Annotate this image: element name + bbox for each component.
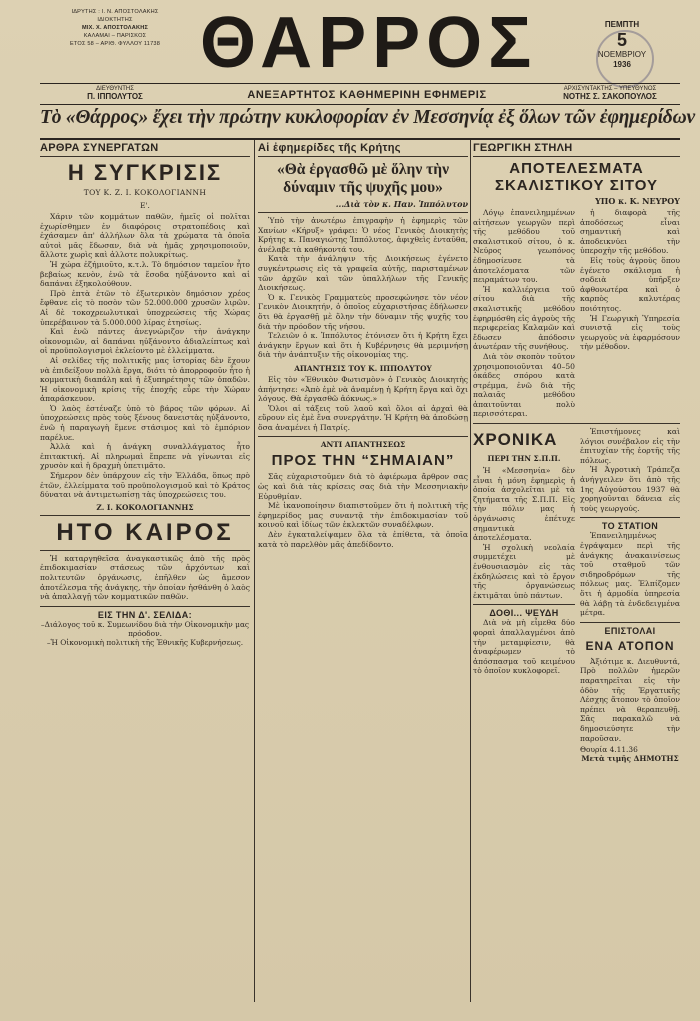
- article-paragraph: Ἡ «Μεσσηνία» δὲν εἶναι ἡ μόνη ἐφημερὶς ἡ ὁποία ἀσχολεῖται μὲ τὰ ζητήματα τῆς Σ.Π.Π. Εἰς τὴν πόλιν μας ἡ ὀργάνωσις ἐπέτυχε σημαντικὰ ἀποτελέσματα.: [473, 466, 575, 543]
- column-articles: [40, 142, 250, 1002]
- quote-headline: «Θὰ ἐργασθῶ μὲ ὅλην τὴν δύναμιν τῆς ψυχῆς μου»: [277, 161, 449, 196]
- article-part-marker: Ε'.: [140, 201, 150, 210]
- article-paragraph: ἡ διαφορὰ τῆς ἀποδόσεως εἶναι σημαντική καὶ ἀποδεικνύει τὴν ὑπεροχὴν τῆς μεθόδου.: [580, 208, 680, 256]
- date-block: [572, 20, 672, 82]
- sub-section-label: ΑΝΤΙ ΑΠΑΝΤΗΣΕΩΣ: [320, 440, 406, 450]
- article-paragraph: Δὲν ἐγκαταλείψαμεν ὅλα τὰ ἐπίθετα, τὰ ὁποῖα κατὰ τὸ παρελθὸν μᾶς ἀπεδίδοντο.: [258, 530, 468, 549]
- banner-rule: [40, 138, 680, 140]
- publisher-line: ΙΔΡΥΤΗΣ : Ι. Ν. ΑΠΟΣΤΟΛΑΚΗΣ: [71, 9, 159, 15]
- article-paragraph: Ἡ Ἀγροτικὴ Τράπεζα ἀνήγγειλεν ὅτι ἀπὸ τῆς 1ης Αὐγούστου 1937 θὰ χορηγοῦνται δάνεια εἰς τοὺς γεωργούς.: [580, 465, 680, 513]
- date-day: 5: [616, 30, 627, 50]
- article-byline: ΤΟΥ Κ. Ζ. Ι. ΚΟΚΟΛΟΓΙΑΝΝΗ: [83, 188, 207, 197]
- section-label: ΓΕΩΡΓΙΚΗ ΣΤΗΛΗ: [473, 142, 573, 154]
- station-head: ΤΟ ΣΤΑΤΙΟΝ: [601, 521, 659, 532]
- page4-teaser-line: –Διάλογος τοῦ κ. Συμεωνίδου διὰ τὴν Οἰκονομικὴν μας πρόοδον.: [40, 619, 250, 638]
- column-agriculture: [473, 142, 680, 1002]
- article-paragraph: Ἡ Γεωργικὴ Ὑπηρεσία συνιστᾷ εἰς τοὺς γεωργοὺς νὰ ἐφαρμόσουν τὴν μέθοδον.: [580, 313, 680, 352]
- article-paragraph: Ἀλλὰ καὶ ἡ ἀνάγκη συναλλάγματος ἦτο ἐπιτακτική. Αἱ πληρωμαὶ ἔπρεπε νὰ γίνωνται εἰς χρυσὸν καὶ ἡ δραχμὴ ὑπετιμᾶτο.: [40, 442, 250, 471]
- article-paragraph: Ἡ χώρα ἐζήμιοῦτο, κ.τ.λ. Τὸ δημόσιον ταμεῖον ἦτο βεβαίως κενὸν, ἐνῶ τὰ ἔσοδα ηὐξάνοντο καὶ αἱ δαπάναι ἐξηκολούθουν.: [40, 259, 250, 289]
- article-paragraph: Μὲ ἱκανοποίησιν διαπιστοῦμεν ὅτι ἡ πολιτικὴ τῆς ἐφημερίδος μας συναντᾷ τὴν ἐπιδοκιμασίαν τοῦ κοινοῦ καὶ ἰδίως τῶν ἐκλεκτῶν συναδέλφων.: [258, 501, 468, 530]
- article-paragraph: Ἡ σχολικὴ νεολαία συμμετέχει μὲ ἐνθουσιασμὸν εἰς τὰς ἐκδηλώσεις καὶ τὸ ἔργον τῆς ὀργανώσεως ἐκτιμᾶται ὑπὸ πάντων.: [473, 542, 575, 600]
- masthead-rule: [40, 83, 680, 84]
- date-weekday: ΠΕΜΠΤΗ: [604, 20, 640, 29]
- subtitle-rule: [40, 104, 680, 105]
- section-label: Αἱ ἐφημερίδες τῆς Κρήτης: [258, 142, 401, 154]
- chronicle-subtitle: ΠΕΡΙ ΤΗΝ Σ.Π.Π.: [487, 454, 561, 464]
- circulation-banner: Τὸ «Θάρρος» ἔχει τὴν πρώτην κυκλοφορίαν ἐν Μεσσηνίᾳ ἐξ ὅλων τῶν ἐφημερίδων: [40, 107, 695, 128]
- article-paragraph: Εἰς τοὺς ἀγροὺς ὅπου ἐγένετο σκάλισμα ἡ σοδειὰ ὑπῆρξεν ἀφθονωτέρα καὶ ὁ καρπὸς καλυτέρας ποιότητος.: [580, 255, 680, 313]
- article-title-comparison: Η ΣΥΓΚΡΙΣΙΣ: [67, 160, 223, 185]
- publisher-line: ΚΑΛΑΜΑΙ – ΠΑΡΙΣΚΟΣ: [83, 33, 147, 39]
- editor-block: [540, 85, 680, 101]
- article-byline: ΥΠΟ κ. Κ. ΝΕΥΡΟΥ: [595, 196, 680, 206]
- article-paragraph: Ἐπανειλημμένως ἐγράψαμεν περὶ τῆς ἀνάγκης ἀνακαινίσεως τοῦ σταθμοῦ τῶν σιδηροδρόμων τῆς πόλεως μας. Ἐλπίζομεν ὅτι ἡ ἁρμοδία ὑπηρεσία θὰ λάβῃ τὰ ἐνδεδειγμένα μέτρα.: [580, 531, 680, 618]
- publisher-line: ΙΔΙΟΚΤΗΤΗΣ: [97, 17, 133, 23]
- editor-name: ΝΟΤΗΣ Σ. ΣΑΚΟΠΟΥΛΟΣ: [563, 92, 657, 101]
- article-paragraph: Διὰ νὰ μὴ εἶμεθα δύο φοραὶ ἀπαλλαγμένοι ἀπὸ τὴν μεταμφίεσιν, θὰ ἀναφέρωμεν τὸ ἀπόσπασμα τοῦ κειμένου τὸ ὁποῖον κυκλοφορεῖ.: [473, 618, 575, 676]
- letters-date: Θουρία 4.11.36: [580, 745, 638, 755]
- article-paragraph: Ἐπιστήμονες καὶ λόγιοι συνέβαλον εἰς τὴν ἐπιτυχίαν τῆς ἐορτῆς τῆς πόλεως.: [580, 427, 680, 465]
- letters-head: ΕΠΙΣΤΟΛΑΙ: [604, 625, 656, 636]
- chronicle-block: [473, 427, 680, 763]
- letters-signature: Μετὰ τιμῆς ΔΗΜΟΤΗΣ: [581, 754, 679, 764]
- publisher-line: ΜΙΧ. Χ. ΑΠΟΣΤΟΛΑΚΗΣ: [82, 25, 148, 31]
- article-signature: Ζ. Ι. ΚΟΚΟΛΟΓΙΑΝΝΗΣ: [96, 502, 194, 512]
- article-paragraph: Ὁ κ. Γενικὸς Γραμματεὺς προσεφώνησε τὸν νέον Γενικὸν Διοικητήν, ὁ ὁποῖος εὐχαριστήσας ἐδήλωσεν ὅτι θὰ ἐργασθῇ μὲ ὅλην τὴν δύναμιν τῆς ψυχῆς του διὰ τὴν πρόοδον τῆς νήσου.: [258, 292, 468, 331]
- article-paragraph: Ἡ καταργηθεῖσα ἀναγκαστικῶς ἀπὸ τῆς πρὸς ἐπιδοκιμασίαν στάσεως τῶν ἀρχόντων καὶ πολιτευτῶν ὀργάνωσις, ἐπῆλθεν ὡς ἄμεσον ἀποτέλεσμα τῆς ἀνάγκης, τὴν ὁποίαν ἠσθάνθη ὁ λαὸς νὰ ἀπαλλαγῇ τῶν κομματικῶν παθῶν.: [40, 553, 250, 602]
- publisher-line: ΕΤΟΣ 58 – ΑΡΙΘ. ΦΥΛΛΟΥ 11738: [69, 41, 161, 47]
- article-title-time: ΗΤΟ ΚΑΙΡΟΣ: [56, 518, 234, 546]
- article-paragraph: Τελειῶν ὁ κ. Ἱππόλυτος ἐτόνισεν ὅτι ἡ Κρήτη ἔχει ἀνάγκην ἔργων καὶ ὅτι ἡ Κυβέρνησις θὰ μεριμνήσῃ διὰ τὴν ἀνάπτυξιν τῆς οἰκονομίας της.: [258, 331, 468, 360]
- article-paragraph: Σᾶς εὐχαριστοῦμεν διὰ τὸ ἀφιέρωμα ἄρθρον σας ὡς καὶ διὰ τὰς κρίσεις σας διὰ τὴν Μεσσηνιακὴν Εὐρυθμίαν.: [258, 472, 468, 501]
- article-paragraph: Πρὸ ἐπτὰ ἐτῶν τὸ ἐξωτερικὸν δημόσιον χρέος ἔφθανε εἰς τὸ ποσὸν τῶν 52.000.000 χρυσῶν λιρῶν. Αἱ δὲ τοκοχρεωλυτικαὶ ὑποχρεώσεις τῆς Χώρας ὑπερέβαινον τὰ 5.000.000 λίρας ἐτησίως.: [40, 288, 250, 327]
- date-month: ΝΟΕΜΒΡΙΟΥ: [597, 50, 647, 59]
- article-paragraph: Κατὰ τὴν ἀνάληψιν τῆς Διοικήσεως ἐγένετο συγκέντρωσις εἰς τὰ γραφεῖα αὐτῆς, παρισταμένων τῶν ἀρχῶν καὶ τῶν ὑπαλλήλων τῆς Γενικῆς Διοικήσεως.: [258, 254, 468, 293]
- date-year: 1936: [613, 60, 631, 69]
- editor-label: ΑΡΧΙΣΥΝΤΑΚΤΗΣ – ΥΠΕΥΘΥΝΟΣ: [563, 86, 657, 92]
- article-paragraph: Ἡ καλλιέργεια τοῦ σίτου διὰ τῆς σκαλιστικῆς μεθόδου ἐφηρμόσθη εἰς ἀγροὺς τῆς περιφερείας Καλαμῶν καὶ ἔδωσεν ἀπόδοσιν ἀνωτέραν τῆς συνήθους.: [473, 284, 575, 352]
- chronicle-title: ΧΡΟΝΙΚΑ: [473, 430, 558, 450]
- publisher-block: [40, 8, 190, 48]
- article-paragraph: Σήμερον δὲν ὑπάρχουν εἰς τὴν Ἑλλάδα, ὅπως πρὸ ἐτῶν, ἐλλείμματα τοῦ προϋπολογισμοῦ καὶ τὸ Κράτος δύναται νὰ ἀντιμετωπίσῃ τὰς ὑποχρεώσεις του.: [40, 471, 250, 500]
- letters-title: ΕΝΑ ΑΤΟΠΟΝ: [585, 638, 675, 653]
- director-block: [40, 85, 190, 101]
- article-paragraph: Διὰ τὸν σκοπὸν τοῦτον χρησιμοποιοῦνται 40–50 ὀκάδες σπόρου κατὰ στρέμμα, ἐνῶ διὰ τῆς παλαιᾶς μεθόδου ἀπαιτοῦνται πολὺ περισσότεραι.: [473, 351, 575, 419]
- column-rule: [470, 140, 471, 1002]
- section-label: ΑΡΘΡΑ ΣΥΝΕΡΓΑΤΩΝ: [40, 142, 159, 154]
- article-paragraph: Αἱ σελίδες τῆς πολιτικῆς μας ἱστορίας δὲν ἔχουν νὰ ἐπιδείξουν πολλὰ ἔργα, διότι τὸ ἀπορροφοῦν ἦτο ἡ κομματικὴ διαπάλη καὶ ἡ ἐξυπηρέτησις τῶν ὀπαδῶν. Ἡ οἰκονομικὴ κρίσις τῆς ἐποχῆς εὗρε τὴν Χώραν ἀπαράσκευον.: [40, 355, 250, 404]
- article-paragraph: Ἀξιότιμε κ. Διευθυντά, Πρὸ πολλῶν ἡμερῶν παρατηρεῖται εἰς τὴν ὁδὸν τῆς Ἐργατικῆς Λέσχης ἄτοπον τὸ ὁποῖον πρέπει νὰ θεραπευθῇ. Σᾶς παρακαλῶ νὰ δημοσιεύσητε τὴν παροῦσαν.: [580, 656, 680, 743]
- article-paragraph: Καὶ ἐνῶ πάντες ἀνεγνώριζον τὴν ἀνάγκην οἰκονομιῶν, αἱ δαπάναι ηὐξάνοντο ἀδιαλείπτως καὶ οἱ προϋπολογισμοὶ ἐκλείοντο μὲ ἐλλείμματα.: [40, 327, 250, 356]
- article-title-wheat: ΑΠΟΤΕΛΕΣΜΑΤΑ ΣΚΑΛΙΣΤΙΚΟΥ ΣΙΤΟΥ: [494, 160, 659, 194]
- two-column-block: [473, 208, 680, 419]
- column-crete: [258, 142, 468, 1002]
- article-paragraph: Ὅλοι αἱ τάξεις τοῦ λαοῦ καὶ ὅλοι αἱ ἀρχαὶ θὰ εὕρουν εἰς ἐμὲ ἕνα συνεργάτην. Ἡ Κρήτη θὰ ἀποδώσῃ ὅσα ἀναμένει ἡ Πατρίς.: [258, 403, 468, 432]
- page4-teaser-line: –Ἡ Οἰκονομικὴ πολιτικὴ τῆς Ἐθνικῆς Κυβερνήσεως.: [46, 637, 244, 647]
- director-label: ΔΙΕΥΘΥΝΤΗΣ: [96, 86, 134, 92]
- answer-head: ΑΠΑΝΤΗΣΙΣ ΤΟΥ Κ. ΙΠΠΟΛΥΤΟΥ: [294, 363, 432, 373]
- column-rule: [254, 140, 255, 1002]
- quote-byline: ...Διὰ τὸν κ. Παν. Ἱππόλυτον: [335, 199, 468, 209]
- page4-teaser-head: ΕΙΣ ΤΗΝ Δ'. ΣΕΛΙΔΑ:: [97, 609, 193, 620]
- article-paragraph: Ὑπὸ τὴν ἀνωτέρω ἐπιγραφὴν ἡ ἐφημερὶς τῶν Χανίων «Κήρυξ» γράφει: Ὁ νέος Γενικὸς Διοικητὴς Κρήτης κ. Παναγιώτης Ἱππόλυτος, ἀφιχθεὶς ἐνταῦθα, ἀνέλαβε τὰ καθήκοντά του.: [258, 216, 468, 254]
- newspaper-subtitle: ΑΝΕΞΑΡΤΗΤΟΣ ΚΑΘΗΜΕΡΙΝΗ ΕΦΗΜΕΡΙΣ: [247, 89, 487, 101]
- article-paragraph: Ὁ λαὸς ἐστέναζε ὑπὸ τὸ βάρος τῶν φόρων. Αἱ ὑποχρεώσεις πρὸς τοὺς ξένους δανειστὰς ηὐξάνοντο, ἐνῶ ἡ παραγωγὴ ἔμενε στάσιμος καὶ τὸ ἐμπόριον παρέλυε.: [40, 403, 250, 442]
- sub-article-title: ΠΡΟΣ ΤΗΝ “ΣΗΜΑΙΑΝ”: [271, 452, 455, 470]
- article-paragraph: Λόγῳ ἐπανειλημμένων αἰτήσεων γεωργῶν περὶ τῆς μεθόδου τοῦ σκαλιστικοῦ σίτου, ὁ κ. Νεύρος γεωπόνος ἐδημοσίευσε τὰ ἀποτελέσματα τῶν πειραμάτων του.: [473, 208, 575, 285]
- dialogue-head: ΔΟΘΙ... ΨΕΥΔΗ: [489, 608, 559, 619]
- newspaper-title: ΘΑΡΡΟΣ: [200, 3, 538, 83]
- article-paragraph: Χάριν τῶν κομμάτων παθῶν, ἡμεῖς οἱ πολῖται ἐχωρίσθημεν ἐν διαφόροις στρατοπέδοις καὶ ἐχάσαμεν ἀπ' ἀλλήλων ὅλα τὰ χρώματα τὰ ὁποῖα αὐτοὶ μᾶς ἔδωσαν, διὰ νὰ ἡμᾶς χρησιμοποιοῦν, ἄλλοτε χωρὶς καὶ ἀλλοτε πολυκρίτως.: [40, 212, 250, 260]
- article-paragraph: Εἰς τὸν «Ἐθνικὸν Φωτισμὸν» ὁ Γενικὸς Διοικητὴς ἀπήντησε: «Ἀπὸ ἐμὲ νὰ ἀναμένῃ ἡ Κρήτη ἔργα καὶ ὄχι λόγους. Θὰ ἐργασθῶ ἀόκνως.»: [258, 374, 468, 404]
- director-name: Π. ΙΠΠΟΛΥΤΟΣ: [87, 92, 143, 101]
